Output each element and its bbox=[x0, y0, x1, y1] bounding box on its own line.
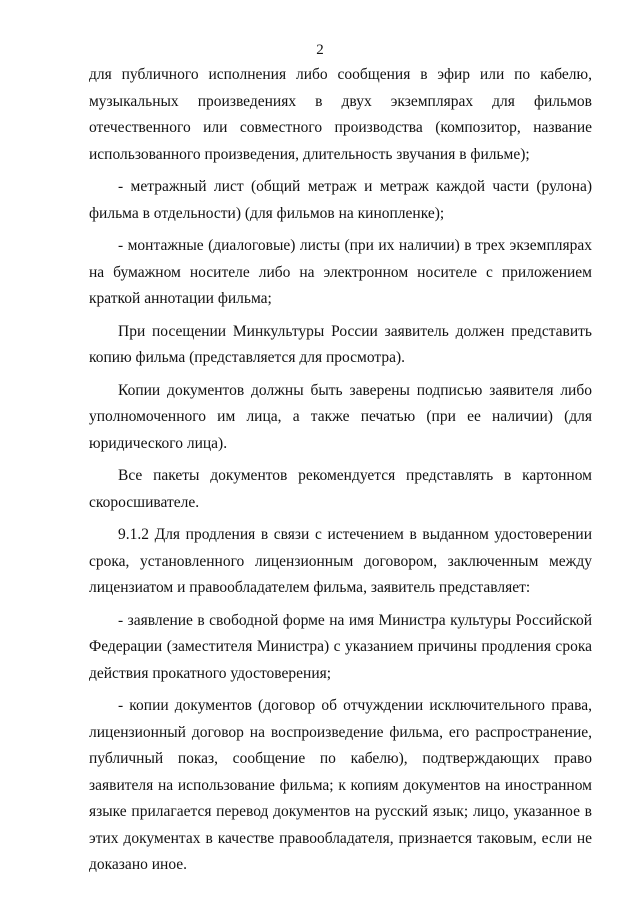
page-number: 2 bbox=[316, 42, 324, 58]
paragraph-continuation-music-works: для публичного исполнения либо сообщения в эфир или по кабелю, музыкальных произведениях в двух экземплярах для фильмов отечественного или совместного производства (композитор, название использованного произведения, длительность звучания в фильме); bbox=[89, 66, 592, 163]
paragraph-document-copies: - копии документов (договор об отчуждении исключительного права, лицензионный договор на воспроизведение фильма, его распространение, публичный показ, сообщение по кабелю), подтверждающих право заявителя на использование фильма; к копиям документов на иностранном языке прилагается перевод документов на русский язык; лицо, указанное в этих документах в качестве правообладателя, признается таковым, если не доказано иное. bbox=[89, 697, 592, 873]
paragraph-editing-sheets: - монтажные (диалоговые) листы (при их наличии) в трех экземплярах на бумажном носителе либо на электронном носителе с приложением краткой аннотации фильма; bbox=[89, 237, 592, 307]
paragraph-application-statement: - заявление в свободной форме на имя Министра культуры Российской Федерации (заместителя Министра) с указанием причины продления срока действия прокатного удостоверения; bbox=[89, 611, 592, 682]
paragraph-film-copy: При посещении Минкультуры России заявитель должен представить копию фильма (представляется для просмотра). bbox=[89, 322, 592, 366]
paragraph-binder-recommendation: Все пакеты документов рекомендуется представлять в картонном скоросшивателе. bbox=[89, 467, 592, 511]
paragraph-document-certification: Копии документов должны быть заверены подписью заявителя либо уполномоченного им лица, а также печатью (при ее наличии) (для юридического лица). bbox=[89, 381, 592, 452]
document-body bbox=[89, 62, 592, 885]
paragraph-footage-sheet: - метражный лист (общий метраж и метраж каждой части (рулона) фильма в отдельности) (для фильмов на кинопленке); bbox=[89, 178, 592, 222]
paragraph-section-9-1-2: 9.1.2 Для продления в связи с истечением в выданном удостоверении срока, установленного лицензионным договором, заключенным между лицензиатом и правообладателем фильма, заявитель представляет: bbox=[89, 526, 592, 596]
